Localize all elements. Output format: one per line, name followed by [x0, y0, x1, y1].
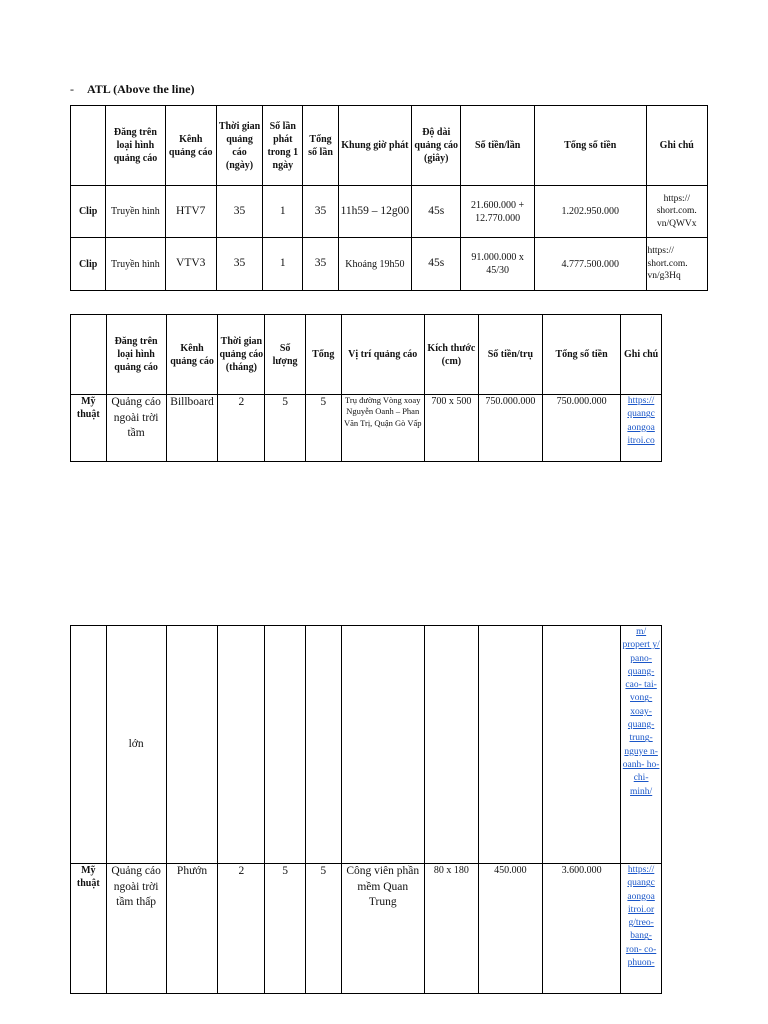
table-header-row [71, 106, 708, 186]
table-row [71, 186, 708, 238]
table-cell: 35 [303, 186, 338, 238]
table-cell: 2 [218, 864, 265, 994]
table-cell: Clip [71, 238, 106, 291]
heading-dash: - [70, 82, 74, 96]
table-cell: 91.000.000 x 45/30 [461, 238, 534, 291]
table-cell: 5 [265, 395, 306, 462]
table-cell: 45s [412, 238, 461, 291]
table-cell [478, 626, 542, 864]
table-cell: Mỹ thuật [71, 395, 107, 462]
header-cell: Tổng số tiền [542, 315, 620, 395]
table-cell [305, 626, 341, 864]
table-cell: 35 [303, 238, 338, 291]
table-cell: 11h59 – 12g00 [338, 186, 411, 238]
header-cell: Ghi chú [646, 106, 707, 186]
table-cell: 1 [263, 186, 303, 238]
table-cell: Trụ đường Vòng xoay Nguyễn Oanh – Phan Văn Trị, Quận Gò Vấp [341, 395, 424, 462]
table-cell: Truyền hình [106, 238, 165, 291]
tv-ads-table [70, 105, 708, 291]
header-cell: Tổng [305, 315, 341, 395]
header-cell: Số tiền/lần [461, 106, 534, 186]
header-cell: Vị trí quảng cáo [341, 315, 424, 395]
table-row [71, 238, 708, 291]
table-cell: 45s [412, 186, 461, 238]
table-row [71, 395, 662, 462]
note-link[interactable]: m/ propert y/ pano- quang- cao- tai- vong- xoay- quang- trung- nguye n- oanh- ho-chi- minh/ [621, 626, 662, 864]
header-cell: Tổng số lần [303, 106, 338, 186]
table-cell: 5 [305, 864, 341, 994]
billboard-table-continued [70, 625, 662, 994]
table-cell: 5 [265, 864, 306, 994]
table-cell: Công viên phần mềm Quan Trung [341, 864, 424, 994]
section-heading [70, 82, 194, 97]
table-cell: 750.000.000 [542, 395, 620, 462]
header-cell [71, 315, 107, 395]
table-cell: 2 [218, 395, 265, 462]
table-cell: 4.777.500.000 [534, 238, 646, 291]
table-cell: Billboard [166, 395, 218, 462]
header-cell: Số lần phát trong 1 ngày [263, 106, 303, 186]
table-header-row [71, 315, 662, 395]
table-cell: 35 [216, 238, 262, 291]
table-cell: lớn [106, 626, 166, 864]
table-cell: Quảng cáo ngoài trời tầm thấp [106, 864, 166, 994]
table-row [71, 864, 662, 994]
table-cell: 1 [263, 238, 303, 291]
table-cell: https:// short.com. vn/QWVx [646, 186, 707, 238]
header-cell: Kích thước (cm) [424, 315, 478, 395]
heading-title: ATL (Above the line) [87, 82, 195, 96]
table-cell: 35 [216, 186, 262, 238]
table-cell: Mỹ thuật [71, 864, 107, 994]
header-cell: Đăng trên loại hình quảng cáo [106, 315, 166, 395]
header-cell: Thời gian quảng cáo (tháng) [218, 315, 265, 395]
table-cell: Phướn [166, 864, 218, 994]
billboard-table [70, 314, 662, 462]
table-cell: Clip [71, 186, 106, 238]
table-cell: 80 x 180 [424, 864, 478, 994]
table-cell: Truyền hình [106, 186, 165, 238]
table-cell [71, 626, 107, 864]
table-cell: https:// short.com. vn/g3Hq [646, 238, 707, 291]
note-link[interactable]: https:// quangc aongoa itroi.or g/treo- bang- ron- co- phuon- [621, 864, 662, 994]
header-cell: Khung giờ phát [338, 106, 411, 186]
table-cell: 1.202.950.000 [534, 186, 646, 238]
table-cell [265, 626, 306, 864]
table-cell [424, 626, 478, 864]
header-cell: Đăng trên loại hình quảng cáo [106, 106, 165, 186]
table-cell [218, 626, 265, 864]
header-cell: Ghi chú [621, 315, 662, 395]
table-cell: HTV7 [165, 186, 216, 238]
table-cell: Quảng cáo ngoài trời tầm [106, 395, 166, 462]
table-cell: Khoảng 19h50 [338, 238, 411, 291]
header-cell: Kênh quảng cáo [165, 106, 216, 186]
table-cell: VTV3 [165, 238, 216, 291]
header-cell: Tổng số tiền [534, 106, 646, 186]
header-cell [71, 106, 106, 186]
table-cell: 450.000 [478, 864, 542, 994]
table-cell: 21.600.000 + 12.770.000 [461, 186, 534, 238]
header-cell: Số lượng [265, 315, 306, 395]
table-cell: 750.000.000 [478, 395, 542, 462]
table-cell: 5 [305, 395, 341, 462]
table-row [71, 626, 662, 864]
table-cell: 3.600.000 [542, 864, 620, 994]
table-cell [166, 626, 218, 864]
header-cell: Số tiền/trụ [478, 315, 542, 395]
header-cell: Độ dài quảng cáo (giây) [412, 106, 461, 186]
header-cell: Kênh quảng cáo [166, 315, 218, 395]
header-cell: Thời gian quảng cáo (ngày) [216, 106, 262, 186]
table-cell: 700 x 500 [424, 395, 478, 462]
table-cell [542, 626, 620, 864]
note-link[interactable]: https:// quangc aongoa itroi.co [621, 395, 662, 462]
table-cell [341, 626, 424, 864]
